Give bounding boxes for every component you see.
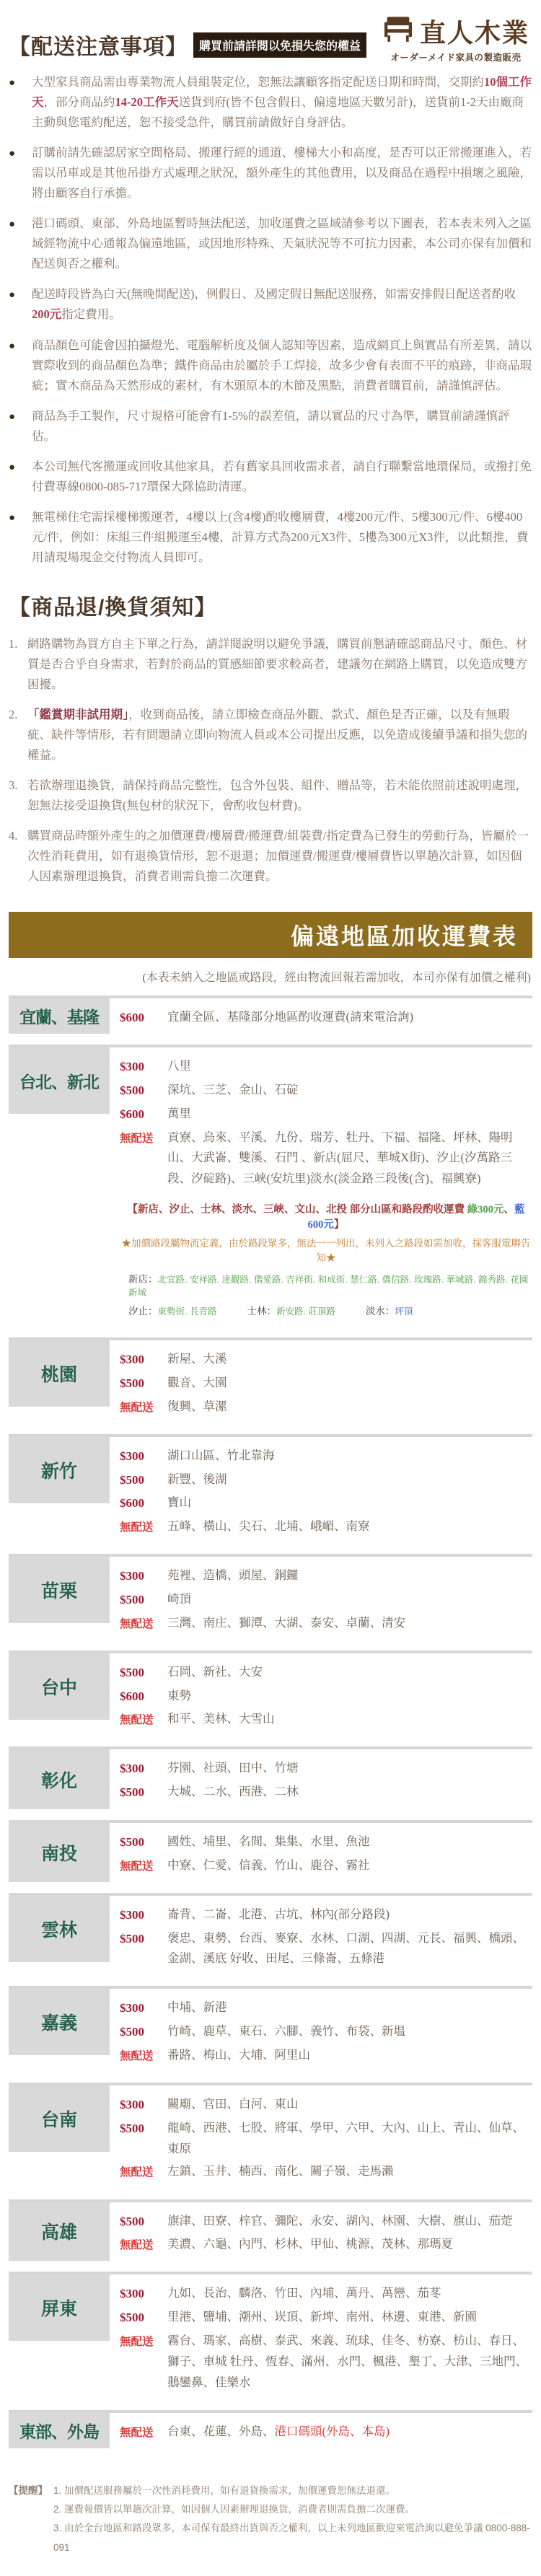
fee-region-content bbox=[110, 1557, 532, 1640]
fee-price: $300 bbox=[120, 1353, 144, 1367]
road-group bbox=[128, 1306, 216, 1316]
fee-price: $300 bbox=[120, 2001, 144, 2015]
text-segment: 「鑑賞期非試用期」 bbox=[27, 708, 129, 722]
delivery-note bbox=[9, 406, 532, 447]
text-segment: 三灣、南庄、獅潭、大湖、泰安、卓蘭、清安 bbox=[167, 1615, 405, 1630]
text-segment: 貢寮、烏來、平溪、九份、瑞芳、牡丹、下福、福隆、坪林、陽明山、大武崙、雙溪、石門 、新店(屈尺、華城X街)、汐止(汐萬路三段、汐碇路)、三峽(安坑里)淡水(淡金路三段後(含)、福興寮) bbox=[167, 1130, 513, 1186]
fee-places bbox=[167, 1349, 532, 1371]
no-delivery-label: 無配送 bbox=[120, 2335, 154, 2348]
fee-places bbox=[167, 1469, 532, 1491]
no-delivery-label: 無配送 bbox=[120, 1521, 154, 1534]
bullet-icon: ● bbox=[9, 148, 16, 160]
bullet-icon: ● bbox=[9, 219, 16, 231]
fee-places bbox=[167, 1127, 532, 1190]
text-segment: 竹崎、鹿草、東石、六腳、義竹、布袋、新塭 bbox=[167, 2024, 405, 2038]
fee-places bbox=[167, 1686, 532, 1707]
delivery-note-text bbox=[32, 143, 532, 203]
delivery-note-text bbox=[32, 72, 532, 133]
text-segment: 、 bbox=[503, 1204, 514, 1216]
text-segment: 番路、梅山、大埔、阿里山 bbox=[167, 2047, 310, 2062]
fee-places bbox=[167, 2094, 532, 2116]
delivery-note bbox=[9, 143, 532, 203]
text-segment: 和平、美林、大雪山 bbox=[167, 1712, 275, 1726]
fee-line bbox=[120, 1928, 532, 1970]
fee-places bbox=[167, 1373, 532, 1394]
text-segment: 左鎮、玉井、楠西、南化、關子嶺、走馬瀨 bbox=[167, 2164, 394, 2179]
fee-price: $500 bbox=[120, 1931, 144, 1946]
delivery-notes-section bbox=[9, 72, 532, 568]
fee-table-subtitle: (本表未納入之地區或路段，經由物流回報若需加收，本司亦保有加價之權利) bbox=[142, 971, 531, 984]
header-warning-badge: 購買前請詳閱以免損失您的權益 bbox=[193, 32, 366, 58]
road-list: 東勢街. 長青路 bbox=[157, 1306, 217, 1317]
fee-places bbox=[167, 1446, 532, 1467]
return-note bbox=[9, 634, 532, 695]
text-segment: 港口碼頭、東部、外島地區暫時無法配送，加收運費之區域請參考以下圖表，若本表未列入之區域經物流中心通報為偏遠地區，或因地形特殊、天氣狀況等不可抗力因素，本公司亦保有加價和配送與否之權利。 bbox=[32, 216, 532, 271]
text-segment: 中寮、仁愛、信義、竹山、鹿谷、霧社 bbox=[167, 1858, 370, 1872]
delivery-note-text bbox=[32, 457, 532, 497]
fee-places bbox=[167, 2118, 532, 2160]
fee-places bbox=[167, 1709, 532, 1730]
fee-line bbox=[120, 2045, 532, 2066]
text-segment: 新豐、後湖 bbox=[167, 1472, 227, 1486]
fee-price: $300 bbox=[120, 1762, 144, 1776]
text-segment: 【新店、汐止、士林、淡水、三峽、文山、北投 部分山區和路段酌收運費 bbox=[127, 1204, 467, 1216]
fee-price: $500 bbox=[120, 1376, 144, 1390]
fee-region-label: 彰化 bbox=[9, 1749, 110, 1809]
fee-price: $500 bbox=[120, 1592, 144, 1606]
fee-region-content bbox=[110, 1437, 532, 1543]
text-segment: 大城、二水、西港、二林 bbox=[167, 1785, 299, 1799]
road-group bbox=[366, 1306, 413, 1316]
delivery-note bbox=[9, 214, 532, 274]
road-area-label: 汐止： bbox=[128, 1306, 158, 1317]
fee-line bbox=[120, 2234, 532, 2255]
road-list: 新安路. 莊頂路 bbox=[276, 1306, 335, 1317]
text-segment: 綠300元 bbox=[467, 1204, 504, 1216]
fee-line bbox=[120, 1662, 532, 1684]
fee-region-content bbox=[110, 2085, 532, 2189]
fee-line bbox=[120, 2422, 532, 2443]
text-segment: 苑裡、造橋、頭屋、銅鑼 bbox=[167, 1568, 299, 1583]
fee-line bbox=[120, 1397, 532, 1417]
fee-places bbox=[167, 1758, 532, 1780]
text-segment: 購買商品時額外產生的之加價運費/樓層費/搬運費/組裝費/指定費為已發生的勞動行為，皆屬於一次性消耗費用，如有退換貨情形，恕不退還；加價運費/搬運費/樓層費皆以單趟次計算，如因個人因素辦理退換貨，消費者則需負擔二次運費。 bbox=[27, 829, 529, 884]
roads-line bbox=[128, 1271, 532, 1298]
fee-places bbox=[167, 2307, 532, 2329]
fee-table-row bbox=[9, 1893, 532, 1976]
fee-places bbox=[167, 1613, 532, 1634]
fee-price: $500 bbox=[120, 1083, 144, 1097]
text-segment: ，收到商品後，請立即檢查商品外觀、款式、顏色是否正確，以及有無瑕疵、缺件等情形，若有問題請立即向物流人員或本公司提出反應，以免造成後續爭議和損失您的權益。 bbox=[27, 708, 527, 762]
fee-table-row bbox=[9, 1434, 532, 1543]
return-note-text bbox=[27, 634, 532, 695]
text-segment: 配送時段皆為白天(無晚間配送)，例假日、及國定假日無配送服務，如需安排假日配送者酌收 bbox=[32, 287, 516, 302]
fee-line bbox=[120, 1686, 532, 1707]
delivery-note-text bbox=[32, 284, 532, 325]
text-segment: 芬園、社頭、田中、竹塘 bbox=[167, 1761, 299, 1775]
fee-places bbox=[167, 1056, 532, 1078]
fee-region-label: 桃園 bbox=[9, 1340, 110, 1407]
mountain-road-notice bbox=[120, 1201, 532, 1317]
fee-table-row bbox=[9, 1650, 532, 1736]
bullet-icon: ● bbox=[9, 511, 16, 524]
delivery-note bbox=[9, 457, 532, 497]
fee-places bbox=[167, 1080, 532, 1102]
fee-price: $300 bbox=[120, 1449, 144, 1463]
fee-places bbox=[167, 2161, 532, 2182]
bullet-icon: ● bbox=[9, 461, 16, 473]
no-delivery-label: 無配送 bbox=[120, 2426, 154, 2439]
brand-logo bbox=[382, 13, 529, 63]
fee-line bbox=[120, 1709, 532, 1730]
no-delivery-label: 無配送 bbox=[120, 1617, 154, 1630]
no-delivery-label: 無配送 bbox=[120, 2049, 154, 2062]
fee-price: $500 bbox=[120, 2311, 144, 2325]
text-segment: 里港、鹽埔、潮州、崁頂、新埤、南州、林邊、東港、新園 bbox=[167, 2310, 477, 2324]
fee-price: $300 bbox=[120, 1569, 144, 1583]
fee-region-label: 台北、新北 bbox=[9, 1047, 110, 1114]
fee-line bbox=[120, 1469, 532, 1491]
fee-places bbox=[167, 1662, 532, 1684]
bullet-icon: ● bbox=[9, 77, 16, 89]
return-note bbox=[9, 826, 532, 887]
fee-line bbox=[120, 1997, 532, 2019]
fee-region-content bbox=[110, 1047, 532, 1327]
fee-places bbox=[167, 1589, 532, 1611]
text-segment: 國姓、埔里、名間、集集、水里、魚池 bbox=[167, 1834, 370, 1848]
fee-line bbox=[120, 2307, 532, 2329]
text-segment: 送貨到府(皆不包含假日、偏遠地區天數另計)，送貨前1-2天由廠商主動與您電約配送，恕不接受急件，購買前請做好自身評估。 bbox=[32, 95, 524, 130]
fee-price: $600 bbox=[120, 1010, 144, 1024]
text-segment: 東勢 bbox=[167, 1688, 191, 1702]
text-segment: 崙背、二崙、北港、古坑、林內(部分路段) bbox=[167, 1907, 390, 1921]
fee-line bbox=[120, 1349, 532, 1371]
fee-places bbox=[167, 2331, 532, 2393]
fee-price: $500 bbox=[120, 1834, 144, 1849]
fee-region-label: 南投 bbox=[9, 1823, 110, 1882]
fee-line bbox=[120, 1904, 532, 1926]
delivery-note bbox=[9, 284, 532, 325]
text-segment: 美濃、六龜、內門、杉林、甲仙、桃源、茂林、那瑪夏 bbox=[167, 2237, 453, 2251]
fee-line bbox=[120, 2211, 532, 2233]
fee-region-label: 宜蘭、基隆 bbox=[9, 998, 110, 1034]
text-segment: 湖口山區、竹北靠海 bbox=[167, 1448, 275, 1462]
road-group bbox=[247, 1306, 335, 1316]
fee-line bbox=[120, 1613, 532, 1634]
fee-places bbox=[167, 2283, 532, 2305]
text-segment: 藍600元 bbox=[307, 1204, 525, 1231]
no-delivery-label: 無配送 bbox=[120, 2166, 154, 2179]
fee-table-row bbox=[9, 2199, 532, 2261]
fee-region-label: 屏東 bbox=[9, 2274, 110, 2341]
notice-disclaimer: ★加價路段屬物流定義，由於路段眾多，無法一一列出，未列入之路段如需加收，採客服電聯告知★ bbox=[121, 1238, 531, 1264]
fee-price: $500 bbox=[120, 1785, 144, 1800]
text-segment: 本公司無代客搬運或回收其他家具，若有舊家具回收需求者，請自行聯繫當地環保局，或撥打免付費專線0800-085-717環保大隊協助清運。 bbox=[32, 459, 532, 493]
brand-chair-icon bbox=[382, 16, 414, 47]
return-note-text bbox=[27, 826, 532, 887]
fee-price: $500 bbox=[120, 1665, 144, 1679]
fee-table-row bbox=[9, 1554, 532, 1640]
text-segment: 商品為手工製作，尺寸規格可能會有1-5%的誤差值，請以實品的尺寸為準，購買前請謹慎評估。 bbox=[32, 408, 510, 443]
fee-price: $500 bbox=[120, 2025, 144, 2039]
fee-region-label: 雲林 bbox=[9, 1896, 110, 1962]
delivery-note-text bbox=[32, 214, 532, 274]
text-segment: 關廟、官田、白河、東山 bbox=[167, 2096, 299, 2111]
fee-places bbox=[167, 1516, 532, 1537]
brand-name: 直人木業 bbox=[419, 19, 529, 48]
text-segment: 無電梯住宅需採樓梯搬運者，4樓以上(含4樓)酌收樓層費，4樓200元/件、5樓300元/件、6樓400元/件，例如：床組三件組搬運至4樓，計算方式為200元X3件、5樓為300元X3件，以此類推，費用請現場現金交付物流人員即可。 bbox=[32, 509, 529, 564]
fee-line bbox=[120, 1855, 532, 1876]
text-segment: 寶山 bbox=[167, 1495, 191, 1510]
text-segment: 】 bbox=[333, 1219, 345, 1231]
return-note bbox=[9, 775, 532, 816]
fee-table-row bbox=[9, 2272, 532, 2399]
fee-table-title: 偏遠地區加收運費表 bbox=[9, 912, 532, 958]
text-segment: 200元 bbox=[32, 307, 62, 322]
text-segment: 褒忠、東勢、台西、麥寮、水林、口湖、四湖、元長、福興、橋頭、金湖、溪底 好收、田尾、三條崙、五條港 bbox=[167, 1930, 524, 1966]
notice-headline bbox=[120, 1201, 532, 1231]
fee-places bbox=[167, 1397, 532, 1417]
return-note-number: 2. bbox=[9, 708, 18, 722]
fee-price: $600 bbox=[120, 1689, 144, 1703]
fee-price: $300 bbox=[120, 1907, 144, 1922]
delivery-note bbox=[9, 72, 532, 133]
fee-line bbox=[120, 1080, 532, 1102]
fee-region-label: 台南 bbox=[9, 2085, 110, 2152]
text-segment: 復興、草漯 bbox=[167, 1399, 227, 1413]
text-segment: 萬里 bbox=[167, 1106, 191, 1120]
fee-line bbox=[120, 2021, 532, 2043]
fee-region-content bbox=[110, 1340, 532, 1423]
fee-region-label: 新竹 bbox=[9, 1437, 110, 1503]
fee-places bbox=[167, 2045, 532, 2066]
fee-price: $500 bbox=[120, 1472, 144, 1487]
text-segment: 訂購前請先確認居家空間格局、搬運行經的通道、樓梯大小和高度，是否可以正常搬運進入，若需以吊車或是其他吊掛方式處理之狀況，額外產生的其他費用，以及商品在過程中損壞之風險，將由顧客自行承擔。 bbox=[32, 146, 532, 201]
text-segment: 霧台、瑪家、高樹、泰武、來義、琉球、佳冬、枋寮、枋山、春日、獅子、車城 牡丹、恆春、滿州、水門、楓港、墾丁、大津、三地門、鵝鑾鼻、佳樂水 bbox=[167, 2333, 528, 2389]
text-segment: 指定費用。 bbox=[61, 307, 121, 322]
fee-line bbox=[120, 1373, 532, 1394]
reminder-label: 【提醒】 bbox=[9, 2484, 48, 2496]
text-segment: 港口碼頭(外島、本島) bbox=[274, 2424, 390, 2438]
no-delivery-label: 無配送 bbox=[120, 2239, 154, 2252]
notice-roads bbox=[120, 1271, 532, 1317]
fee-table bbox=[9, 995, 532, 2448]
fee-places bbox=[167, 2422, 532, 2443]
reminder-item: 2. 運費報價皆以單趟次計算，如因個人因素辦理退換貨，消費者則需負擔二次運費。 bbox=[53, 2503, 415, 2515]
fee-table-row bbox=[9, 1045, 532, 1327]
fee-table-row bbox=[9, 1746, 532, 1809]
fee-region-label: 東部、外島 bbox=[9, 2413, 110, 2448]
reminder-items bbox=[53, 2482, 532, 2557]
text-segment: 九如、長治、麟洛、竹田、內埔、萬丹、萬巒、茄苳 bbox=[167, 2286, 441, 2300]
delivery-note bbox=[9, 335, 532, 396]
fee-line bbox=[120, 1565, 532, 1587]
fee-line bbox=[120, 1493, 532, 1514]
fee-line bbox=[120, 2161, 532, 2182]
fee-price: $300 bbox=[120, 2097, 144, 2111]
fee-region-label: 台中 bbox=[9, 1653, 110, 1720]
text-segment: 崎頂 bbox=[167, 1591, 191, 1606]
text-segment: 中埔、新港 bbox=[167, 2000, 227, 2015]
reminder-item: 3. 由於全台地區和路段眾多，本司保有最終出貨與否之權利，以上未列地區歡迎來電洽詢以避免爭議 0800-888-091 bbox=[53, 2523, 530, 2553]
road-area-label: 士林： bbox=[247, 1306, 276, 1317]
fee-table-row bbox=[9, 1986, 532, 2072]
text-segment: 石岡、新社、大安 bbox=[167, 1664, 263, 1679]
road-list: 坪頂 bbox=[395, 1306, 413, 1317]
text-segment: 八里 bbox=[167, 1059, 191, 1073]
fee-places bbox=[167, 1493, 532, 1514]
fee-line bbox=[120, 1782, 532, 1803]
fee-region-content bbox=[110, 1989, 532, 2072]
fee-line bbox=[120, 1516, 532, 1537]
no-delivery-label: 無配送 bbox=[120, 1860, 154, 1873]
delivery-note-text bbox=[32, 406, 532, 447]
roads-line bbox=[128, 1303, 532, 1317]
bullet-icon: ● bbox=[9, 289, 16, 302]
fee-line bbox=[120, 1056, 532, 1078]
bullet-icon: ● bbox=[9, 410, 16, 423]
fee-price: $500 bbox=[120, 2214, 144, 2228]
fee-region-content bbox=[110, 998, 532, 1034]
fee-region-content bbox=[110, 1823, 532, 1882]
text-segment: ，部分商品約 bbox=[43, 95, 115, 110]
fee-price: $300 bbox=[120, 2287, 144, 2301]
road-area-label: 淡水： bbox=[365, 1306, 395, 1317]
return-note-text bbox=[27, 775, 532, 816]
fee-table-row bbox=[9, 2410, 532, 2448]
fee-places bbox=[167, 2211, 532, 2233]
fee-region-label: 嘉義 bbox=[9, 1989, 110, 2055]
text-segment: 網路購物為買方自主下單之行為，請詳閱說明以避免爭議，購買前懇請確認商品尺寸、顏色、材質是否合乎自身需求，若對於商品的質感細節要求較高者，建議勿在網路上購買，以免造成雙方困擾。 bbox=[27, 636, 527, 692]
delivery-note bbox=[9, 507, 532, 568]
page-header bbox=[9, 10, 532, 72]
fee-region-content bbox=[110, 2274, 532, 2399]
fee-line bbox=[120, 1446, 532, 1467]
return-note-number: 4. bbox=[9, 829, 18, 843]
text-segment: 觀音、大園 bbox=[167, 1375, 227, 1389]
delivery-note-text bbox=[32, 335, 532, 396]
text-segment: 新屋、大溪 bbox=[167, 1352, 227, 1366]
text-segment: 商品顏色可能會因拍攝燈光、電腦解析度及個人認知等因素，造成網頁上與實品有所差異，請以實際收到的商品顏色為準；鐵件商品由於屬於手工焊接，故多少會有表面不平的痕跡，非商品瑕疵；實木商品為天然形成的素材，有木頭原本的木節及黑點，消費者購買前，請謹慎評估。 bbox=[32, 338, 532, 392]
fee-places bbox=[167, 1782, 532, 1803]
fee-places bbox=[167, 1855, 532, 1876]
fee-line bbox=[120, 1589, 532, 1611]
brand-tagline: オーダーメイド家具の製造販売 bbox=[390, 53, 522, 63]
text-segment: 深坑、三芝、金山、石碇 bbox=[167, 1083, 299, 1096]
fee-region-content bbox=[110, 2413, 532, 2448]
fee-places bbox=[167, 1832, 532, 1853]
bullet-icon: ● bbox=[9, 340, 16, 352]
fee-table-row bbox=[9, 2083, 532, 2189]
return-note-number: 3. bbox=[9, 778, 18, 793]
fee-places bbox=[167, 1104, 532, 1125]
fee-places bbox=[167, 1928, 532, 1970]
fee-table-row bbox=[9, 1820, 532, 1882]
fee-price: $600 bbox=[120, 1107, 144, 1121]
fee-line bbox=[120, 1104, 532, 1125]
fee-places bbox=[167, 1007, 532, 1029]
return-note-number: 1. bbox=[9, 636, 18, 651]
text-segment: 宜蘭全區、基隆部分地區酌收運費(請來電洽詢) bbox=[167, 1009, 413, 1024]
fee-line bbox=[120, 2118, 532, 2160]
fee-line bbox=[120, 2094, 532, 2116]
fee-region-content bbox=[110, 1749, 532, 1809]
fee-price: $300 bbox=[120, 1060, 144, 1074]
no-delivery-label: 無配送 bbox=[120, 1132, 154, 1145]
fee-region-content bbox=[110, 1896, 532, 1976]
return-policy-section bbox=[9, 634, 532, 887]
fee-places bbox=[167, 1904, 532, 1926]
text-segment: 若欲辦理退換貨，請保持商品完整性，包含外包裝、組件、贈品等，若未能依照前述說明處理，恕無法接受退換貨(無包材的狀況下，會酌收包材費)。 bbox=[27, 778, 527, 813]
fee-region-label: 苗栗 bbox=[9, 1557, 110, 1623]
fee-places bbox=[167, 2234, 532, 2255]
fee-line bbox=[120, 1127, 532, 1190]
delivery-note-text bbox=[32, 507, 532, 568]
text-segment: 10個工作天 bbox=[32, 75, 532, 110]
fee-region-content bbox=[110, 2202, 532, 2261]
page-title: 【配送注意事項】 bbox=[9, 35, 188, 59]
return-note-text bbox=[27, 705, 532, 765]
fee-line bbox=[120, 2331, 532, 2393]
fee-region-content bbox=[110, 1653, 532, 1736]
fee-line bbox=[120, 1758, 532, 1780]
fee-places bbox=[167, 1997, 532, 2019]
reminder-footer bbox=[9, 2482, 532, 2557]
reminder-item: 1. 加價配送服務屬於一次性消耗費用，如有退貨換需求，加價運費恕無法退還。 bbox=[53, 2484, 396, 2496]
fee-line bbox=[120, 2283, 532, 2305]
text-segment: 14-20工作天 bbox=[115, 95, 179, 110]
no-delivery-label: 無配送 bbox=[120, 1401, 154, 1414]
fee-places bbox=[167, 2021, 532, 2043]
fee-price: $500 bbox=[120, 2121, 144, 2135]
road-list: 北宜路. 安祥路. 達觀路. 僑愛路. 吉祥街. 和成街. 慧仁路. 僑信路. 玫瑰路. 華城路. 錦秀路. 花園新城 bbox=[128, 1275, 529, 1298]
fee-places bbox=[167, 1565, 532, 1587]
fee-table-row bbox=[9, 1337, 532, 1423]
return-note bbox=[9, 705, 532, 765]
fee-table-row bbox=[9, 995, 532, 1034]
road-area-label: 新店： bbox=[128, 1274, 158, 1285]
text-segment: 旗津、田寮、梓官、彌陀、永安、湖內、林園、大樹、旗山、茄萣 bbox=[167, 2213, 513, 2228]
fee-line bbox=[120, 1832, 532, 1853]
no-delivery-label: 無配送 bbox=[120, 1714, 154, 1727]
fee-price: $600 bbox=[120, 1496, 144, 1511]
text-segment: 台東、花蓮、外島、 bbox=[167, 2424, 275, 2438]
text-segment: 五峰、橫山、尖石、北埔、峨嵋、南寮 bbox=[167, 1519, 370, 1533]
fee-region-label: 高雄 bbox=[9, 2202, 110, 2261]
return-policy-title: 【商品退/換貨須知】 bbox=[9, 595, 217, 620]
fee-line bbox=[120, 1007, 532, 1029]
text-segment: 大型家具商品需由專業物流人員組裝定位，恕無法讓顧客指定配送日期和時間，交期約 bbox=[32, 75, 484, 89]
text-segment: 龍崎、西港、七股、將軍、學甲、六甲、大內、山上、青山、仙草、東原 bbox=[167, 2120, 524, 2155]
